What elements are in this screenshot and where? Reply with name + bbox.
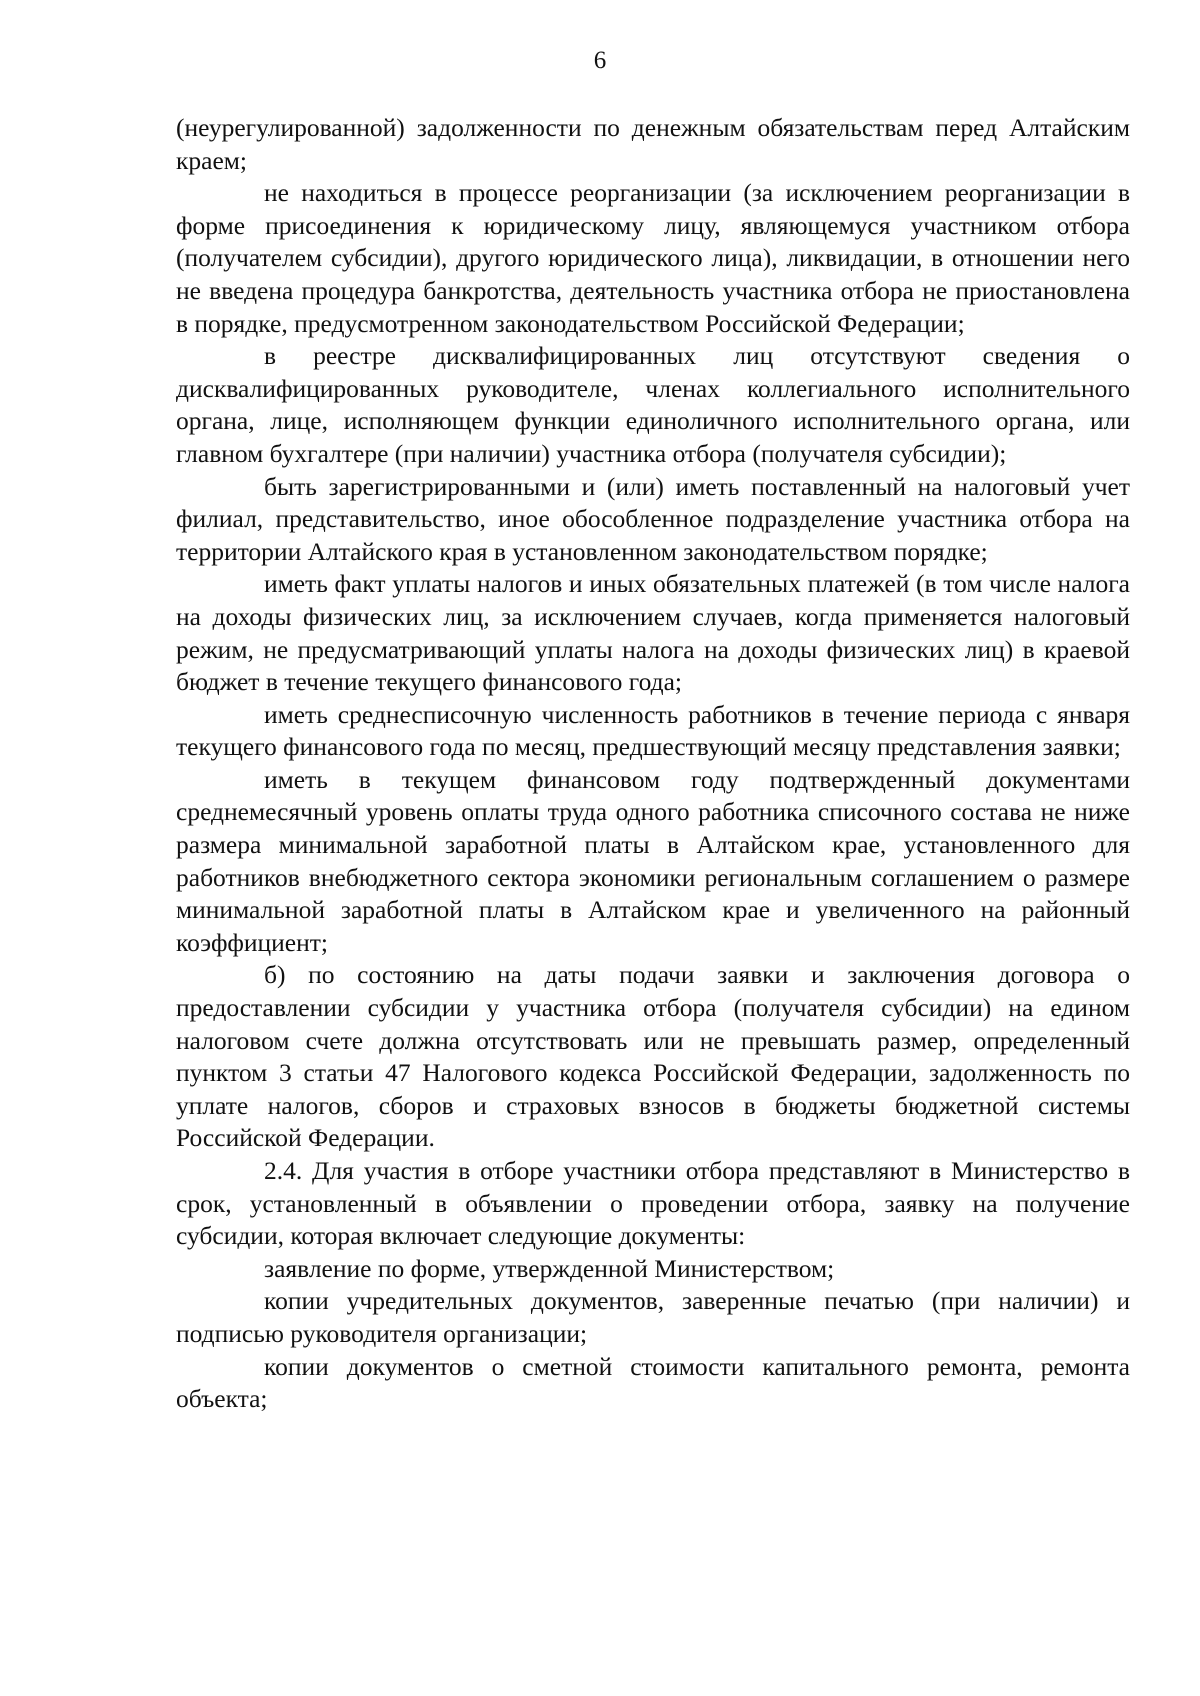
paragraph: иметь в текущем финансовом году подтвержденный документами среднемесячный уровень оплаты труда одного работника списочного состава не ниже размера минимальной заработной платы в Алтайском крае, установленного для работников внебюджетного сектора экономики региональным соглашением о размере минимальной заработной платы в Алтайском крае и увеличенного на районный коэффициент; bbox=[176, 764, 1130, 957]
paragraph: иметь среднесписочную численность работников в течение периода с января текущего финансового года по месяц, предшествующий месяцу представления заявки; bbox=[176, 699, 1130, 762]
paragraph: копии документов о сметной стоимости капитального ремонта, ремонта объекта; bbox=[176, 1351, 1130, 1414]
paragraph: заявление по форме, утвержденной Министерством; bbox=[264, 1253, 835, 1283]
page-number: 6 bbox=[593, 47, 607, 74]
document-body bbox=[176, 112, 1130, 1416]
paragraph: в реестре дисквалифицированных лиц отсутствуют сведения о дисквалифицированных руководителе, членах коллегиального исполнительного органа, лице, исполняющем функции единоличного исполнительного органа, или главном бухгалтере (при наличии) участника отбора (получателя субсидии); bbox=[176, 341, 1130, 468]
paragraph: б) по состоянию на даты подачи заявки и заключения договора о предоставлении субсидии у участника отбора (получателя субсидии) на едином налоговом счете должна отсутствовать или не превышать размер, определенный пунктом 3 статьи 47 Налогового кодекса Российской Федерации, задолженность по уплате налогов, сборов и страховых взносов в бюджеты бюджетной системы Российской Федерации. bbox=[176, 960, 1130, 1153]
paragraph: копии учредительных документов, заверенные печатью (при наличии) и подписью руководителя организации; bbox=[176, 1286, 1130, 1348]
paragraph: быть зарегистрированными и (или) иметь поставленный на налоговый учет филиал, представительство, иное обособленное подразделение участника отбора на территории Алтайского края в установленном законодательством порядке; bbox=[176, 471, 1130, 566]
paragraph: не находиться в процессе реорганизации (за исключением реорганизации в форме присоединения к юридическому лицу, являющемуся участником отбора (получателем субсидии), другого юридического лица), ликвидации, в отношении него не введена процедура банкротства, деятельность участника отбора не приостановлена в порядке, предусмотренном законодательством Российской Федерации; bbox=[176, 178, 1130, 338]
paragraph: иметь факт уплаты налогов и иных обязательных платежей (в том числе налога на доходы физических лиц, за исключением случаев, когда применяется налоговый режим, не предусматривающий уплаты налога на доходы физических лиц) в краевой бюджет в течение текущего финансового года; bbox=[176, 569, 1130, 697]
paragraph: (неурегулированной) задолженности по денежным обязательствам перед Алтайским краем; bbox=[176, 113, 1130, 175]
paragraph: 2.4. Для участия в отборе участники отбора представляют в Министерство в срок, установленный в объявлении о проведении отбора, заявку на получение субсидии, которая включает следующие документы: bbox=[176, 1156, 1130, 1251]
